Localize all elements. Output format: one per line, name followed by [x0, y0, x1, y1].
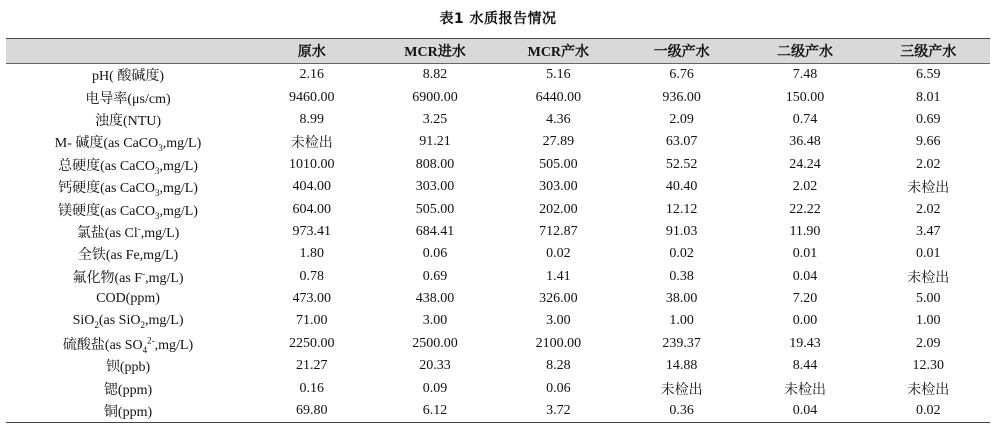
cell: 63.07 — [665, 134, 698, 150]
cell: 8.44 — [792, 358, 818, 374]
header-row — [6, 39, 990, 64]
cell: 7.20 — [792, 291, 818, 307]
table-row — [6, 109, 990, 131]
cell: 5.16 — [546, 67, 571, 83]
row-label: 铜(ppm) — [6, 400, 250, 423]
row-label: 氟化物(as F-,mg/L) — [72, 268, 184, 286]
cell: 9.66 — [916, 134, 941, 150]
cell: 0.04 — [743, 400, 866, 423]
cell: 19.43 — [789, 335, 821, 351]
cell: 未检出 — [907, 181, 950, 197]
cell: 5.00 — [916, 291, 941, 307]
cell: 712.87 — [539, 223, 578, 239]
table-row — [6, 154, 990, 176]
header-cell-mcr-inlet: MCR进水 — [373, 39, 496, 64]
row-label: 钡(ppb) — [105, 360, 151, 376]
cell: 12.30 — [912, 358, 945, 374]
cell: 0.00 — [792, 313, 818, 329]
cell: 0.69 — [916, 111, 941, 127]
cell: 52.52 — [665, 156, 698, 172]
cell: 0.02 — [546, 246, 571, 262]
cell: 438.00 — [415, 291, 455, 307]
cell: 973.41 — [292, 223, 331, 239]
cell: 69.80 — [250, 400, 373, 423]
cell: 20.33 — [419, 358, 451, 374]
cell: 未检出 — [290, 136, 333, 152]
cell: 2.16 — [299, 67, 324, 83]
cell: 2250.00 — [288, 335, 335, 351]
cell: 2.09 — [916, 335, 941, 351]
cell: 11.90 — [789, 223, 821, 239]
cell: 1.00 — [916, 313, 941, 329]
water-quality-table — [6, 38, 990, 423]
header-cell-stage3-product: 三级产水 — [867, 39, 990, 64]
cell: 6900.00 — [412, 89, 458, 105]
row-label: 氯盐(as Cl-,mg/L) — [76, 223, 180, 241]
cell: 未检出 — [783, 382, 826, 398]
cell: 1.41 — [546, 268, 571, 284]
cell: 2100.00 — [535, 335, 582, 351]
cell: 6.59 — [916, 67, 941, 83]
cell: 0.78 — [299, 268, 324, 284]
row-label: SiO$_2$(as SiO$_2$,mg/L) — [72, 313, 184, 331]
header-cell-raw-water: 原水 — [250, 39, 373, 64]
cell: 8.99 — [299, 111, 324, 127]
table-row — [6, 176, 990, 198]
table-row — [6, 64, 990, 87]
cell: 3.72 — [497, 400, 620, 423]
cell: 3.00 — [422, 313, 448, 329]
cell: 3.47 — [916, 223, 941, 239]
row-label: 硫酸盐(as $SO_4^{2-},mg/L$) — [62, 335, 194, 355]
table-row — [6, 86, 990, 108]
row-label: 电导率(μs/cm) — [85, 91, 171, 107]
table-row — [6, 243, 990, 265]
cell: 2500.00 — [412, 335, 458, 351]
cell: 6.76 — [669, 67, 694, 83]
cell: 404.00 — [292, 179, 331, 195]
table-row — [6, 377, 990, 399]
cell: 4.36 — [546, 111, 571, 127]
table-row — [6, 400, 990, 423]
cell: 0.06 — [422, 246, 448, 262]
cell: 91.03 — [665, 223, 698, 239]
cell: 0.16 — [299, 380, 324, 396]
cell: 7.48 — [792, 67, 818, 83]
cell: 0.06 — [546, 380, 571, 396]
cell: 1.00 — [669, 313, 694, 329]
cell: 21.27 — [295, 358, 328, 374]
cell: 6440.00 — [535, 89, 582, 105]
row-label: 全铁(as Fe,mg/L) — [77, 248, 179, 264]
row-label: 镁硬度(as CaCO$_3$,mg/L) — [58, 203, 198, 221]
cell: 303.00 — [415, 179, 455, 195]
row-label: 钙硬度(as CaCO$_3$,mg/L) — [58, 181, 198, 198]
row-label: 锶(ppm) — [103, 382, 153, 398]
header-cell-mcr-product: MCR产水 — [497, 39, 620, 64]
cell: 1010.00 — [288, 156, 335, 172]
cell: 326.00 — [539, 291, 578, 307]
cell: 0.69 — [422, 268, 448, 284]
cell: 22.22 — [789, 201, 821, 217]
table-row — [6, 131, 990, 153]
row-label: 浊度(NTU) — [94, 113, 162, 129]
cell: 1.80 — [299, 246, 324, 262]
cell: 2.02 — [792, 179, 818, 195]
cell: 8.82 — [422, 67, 448, 83]
cell: 27.89 — [542, 134, 575, 150]
header-cell-stage2-product: 二级产水 — [743, 39, 866, 64]
cell: 473.00 — [292, 291, 331, 307]
table-row — [6, 333, 990, 355]
cell: 0.01 — [792, 246, 818, 262]
cell: 505.00 — [539, 156, 578, 172]
table-row — [6, 266, 990, 288]
cell: 0.01 — [916, 246, 941, 262]
cell: 未检出 — [907, 382, 950, 398]
table-title: 表1 水质报告情况 — [439, 11, 557, 27]
cell: 36.48 — [789, 134, 821, 150]
cell: 808.00 — [415, 156, 455, 172]
cell: 0.38 — [669, 268, 694, 284]
cell: 9460.00 — [288, 89, 335, 105]
row-label: 总硬度(as CaCO$_3$,mg/L) — [58, 158, 198, 176]
cell: 未检出 — [660, 382, 703, 398]
cell: 0.02 — [867, 400, 990, 423]
cell: 0.74 — [792, 111, 818, 127]
cell: 40.40 — [665, 179, 698, 195]
row-label: M- 碱度(as CaCO$_3$,mg/L) — [54, 136, 202, 154]
cell: 202.00 — [539, 201, 578, 217]
cell: 505.00 — [415, 201, 455, 217]
cell: 150.00 — [785, 89, 825, 105]
row-label: pH( 酸碱度) — [92, 69, 164, 85]
row-label: COD(ppm) — [96, 291, 160, 307]
cell: 8.01 — [916, 89, 941, 105]
cell: 38.00 — [665, 291, 698, 307]
cell: 2.02 — [916, 201, 941, 217]
header-cell-stage1-product: 一级产水 — [620, 39, 743, 64]
cell: 604.00 — [292, 201, 331, 217]
cell: 0.36 — [620, 400, 743, 423]
cell: 239.37 — [662, 335, 701, 351]
table-row — [6, 221, 990, 243]
cell: 936.00 — [662, 89, 701, 105]
table-row — [6, 288, 990, 310]
cell: 14.88 — [665, 358, 698, 374]
table-row — [6, 310, 990, 332]
cell: 2.02 — [916, 156, 941, 172]
cell: 8.28 — [546, 358, 571, 374]
table-row — [6, 198, 990, 220]
cell: 0.02 — [669, 246, 694, 262]
cell: 91.21 — [419, 134, 451, 150]
cell: 303.00 — [539, 179, 578, 195]
cell: 24.24 — [789, 156, 821, 172]
cell: 3.00 — [546, 313, 571, 329]
cell: 0.09 — [422, 380, 448, 396]
cell: 0.04 — [792, 268, 818, 284]
cell: 未检出 — [907, 270, 950, 286]
cell: 2.09 — [669, 111, 694, 127]
header-cell-label — [6, 39, 250, 64]
cell: 3.25 — [422, 111, 448, 127]
cell: 71.00 — [295, 313, 328, 329]
cell: 684.41 — [415, 223, 455, 239]
cell: 6.12 — [373, 400, 496, 423]
table-row — [6, 355, 990, 377]
cell: 12.12 — [665, 201, 698, 217]
